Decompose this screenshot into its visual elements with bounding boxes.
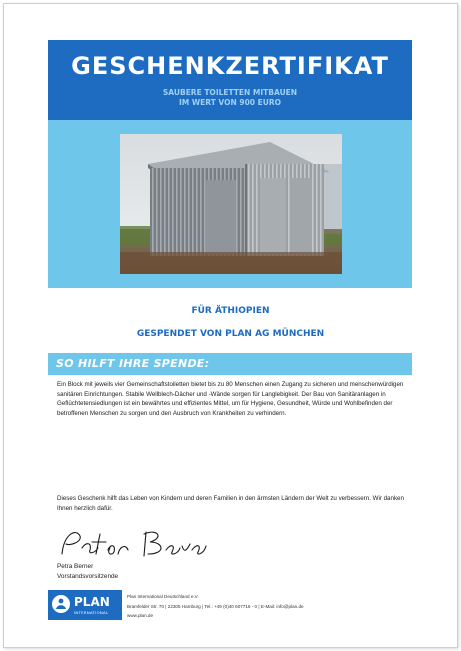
section-header-bar [48,353,412,375]
plan-logo-word: PLAN [74,595,110,609]
plan-logo-icon [52,595,70,613]
subtitle-line-2: IM WERT VON 900 EURO [179,98,281,107]
certificate-header [48,40,412,120]
footer-org: Plan International Deutschland e.V. [127,594,199,599]
signer-name: Petra Berner [57,563,94,570]
donor-line: GESPENDET VON PLAN AG MÜNCHEN [136,329,325,339]
certificate-title: GESCHENKZERTIFIKAT [71,52,389,80]
signature [54,524,224,564]
signer-role: Vorstandsvorsitzende [57,573,119,580]
country-line: FÜR ÄTHIOPIEN [191,306,270,316]
footer-contact [127,592,304,621]
footer-address: Bramfelder Str. 70 | 22305 Hamburg | Tel.: +49 (0)40 607716 - 0 | E-Mail: info@plan.de [127,603,304,609]
certificate-subtitle [48,88,412,108]
plan-logo-sub: INTERNATIONAL [74,610,109,615]
subtitle-line-1: SAUBERE TOILETTEN MITBAUEN [162,88,298,97]
footer-web: www.plan.de [127,613,154,618]
closing-text: Dieses Geschenk hilft das Leben von Kindern und deren Familien in den ärmsten Ländern der Welt zu verbessern. Wir danken Ihnen herzlich dafür. [57,495,404,512]
signer-block [57,562,118,582]
latrine-photo [120,134,342,274]
section-title: SO HILFT IHRE SPENDE: [56,357,210,370]
plan-logo [48,590,122,620]
section-body: Ein Block mit jeweils vier Gemeinschaftstoiletten bietet bis zu 80 Menschen einen Zugang zu sicheren und menschenwürdigen sanitären Einrichtungen. Stabile Wellblech-Dächer und -Wände sorgen für Langlebigkeit. Der Bau von Sanitäranlagen in Geflüchtetensiedlungen ist ein bewährtes und effizientes Mittel, um für Hygiene, Gesundheit, Würde und Wohlbefinden der betroffenen Menschen zu sorgen und den Ausbruch von Krankheiten zu verhindern. [57,381,404,417]
